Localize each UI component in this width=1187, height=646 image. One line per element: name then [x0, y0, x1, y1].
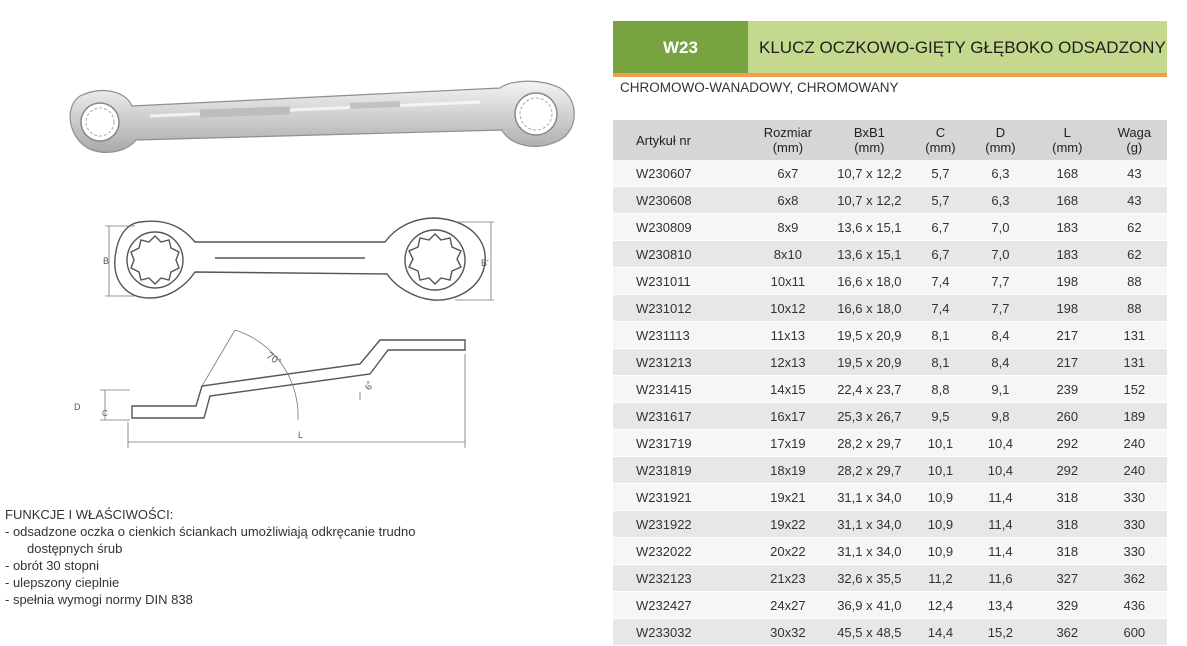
- table-cell: 43: [1102, 160, 1167, 187]
- product-title: KLUCZ OCZKOWO-GIĘTY GŁĘBOKO ODSADZONY: [748, 21, 1167, 74]
- table-cell: 183: [1033, 241, 1102, 268]
- features-title: FUNKCJE I WŁAŚCIWOŚCI:: [5, 507, 174, 522]
- table-cell: 18x19: [750, 457, 826, 484]
- table-cell: 6x7: [750, 160, 826, 187]
- table-row: [613, 160, 1167, 187]
- table-cell: 14,4: [913, 619, 968, 646]
- table-cell: 8,4: [968, 322, 1033, 349]
- table-cell: 10,1: [913, 457, 968, 484]
- table-cell: 19x22: [750, 511, 826, 538]
- table-row: [613, 619, 1167, 646]
- table-cell: 20x22: [750, 538, 826, 565]
- product-code: W23: [613, 21, 748, 74]
- table-cell: 11x13: [750, 322, 826, 349]
- feature-item: - spełnia wymogi normy DIN 838: [5, 591, 525, 608]
- table-cell: 10,4: [968, 430, 1033, 457]
- product-subtitle: CHROMOWO-WANADOWY, CHROMOWANY: [620, 80, 899, 95]
- table-cell: 292: [1033, 457, 1102, 484]
- table-cell: 330: [1102, 511, 1167, 538]
- features-list: [5, 523, 525, 608]
- col-weight: Waga (g): [1102, 120, 1167, 160]
- table-cell: 28,2 x 29,7: [826, 457, 913, 484]
- table-cell: 28,2 x 29,7: [826, 430, 913, 457]
- table-cell: 240: [1102, 430, 1167, 457]
- table-cell: 11,4: [968, 484, 1033, 511]
- table-cell: W230608: [613, 187, 750, 214]
- side-view-drawing: [70, 322, 475, 452]
- table-row: [613, 295, 1167, 322]
- table-cell: 168: [1033, 187, 1102, 214]
- col-d: D (mm): [968, 120, 1033, 160]
- table-cell: 152: [1102, 376, 1167, 403]
- dim-label-d: D: [74, 402, 81, 412]
- table-cell: 6x8: [750, 187, 826, 214]
- table-cell: 6,3: [968, 160, 1033, 187]
- table-header-row: [613, 120, 1167, 160]
- table-cell: 217: [1033, 322, 1102, 349]
- table-cell: 600: [1102, 619, 1167, 646]
- feature-item: - odsadzone oczka o cienkich ściankach umożliwiają odkręcanie trudno dostępnych śrub: [5, 523, 427, 557]
- table-cell: 8,8: [913, 376, 968, 403]
- table-cell: 19,5 x 20,9: [826, 349, 913, 376]
- table-cell: W232123: [613, 565, 750, 592]
- table-cell: W230809: [613, 214, 750, 241]
- table-cell: 362: [1033, 619, 1102, 646]
- table-cell: W232427: [613, 592, 750, 619]
- table-cell: 198: [1033, 268, 1102, 295]
- table-row: [613, 349, 1167, 376]
- table-cell: 329: [1033, 592, 1102, 619]
- table-cell: 6,7: [913, 241, 968, 268]
- features-section: [5, 506, 525, 608]
- table-cell: 7,4: [913, 268, 968, 295]
- feature-item: - ulepszony cieplnie: [5, 574, 525, 591]
- table-cell: 16,6 x 18,0: [826, 295, 913, 322]
- dim-label-c: C: [102, 409, 108, 418]
- table-cell: W231921: [613, 484, 750, 511]
- table-cell: W231113: [613, 322, 750, 349]
- table-cell: 88: [1102, 268, 1167, 295]
- table-cell: 239: [1033, 376, 1102, 403]
- col-size: Rozmiar (mm): [750, 120, 826, 160]
- table-cell: 5,7: [913, 187, 968, 214]
- wrench-photo: [40, 78, 585, 188]
- table-cell: 8,4: [968, 349, 1033, 376]
- header-accent-line: [613, 73, 1167, 77]
- table-cell: 31,1 x 34,0: [826, 484, 913, 511]
- table-cell: W231213: [613, 349, 750, 376]
- table-cell: W230607: [613, 160, 750, 187]
- table-cell: 43: [1102, 187, 1167, 214]
- table-row: [613, 484, 1167, 511]
- table-cell: 62: [1102, 214, 1167, 241]
- table-cell: 131: [1102, 349, 1167, 376]
- table-cell: W231719: [613, 430, 750, 457]
- table-cell: 436: [1102, 592, 1167, 619]
- table-cell: 10,7 x 12,2: [826, 187, 913, 214]
- table-cell: 21x23: [750, 565, 826, 592]
- table-cell: 62: [1102, 241, 1167, 268]
- table-cell: 25,3 x 26,7: [826, 403, 913, 430]
- dim-label-l: L: [298, 430, 304, 440]
- table-row: [613, 592, 1167, 619]
- table-cell: 10,9: [913, 538, 968, 565]
- dim-label-b1: B': [481, 258, 489, 268]
- table-cell: 5,7: [913, 160, 968, 187]
- table-cell: 16,6 x 18,0: [826, 268, 913, 295]
- table-cell: 88: [1102, 295, 1167, 322]
- table-cell: 16x17: [750, 403, 826, 430]
- table-row: [613, 538, 1167, 565]
- table-cell: 36,9 x 41,0: [826, 592, 913, 619]
- table-cell: 10,4: [968, 457, 1033, 484]
- table-cell: 11,4: [968, 538, 1033, 565]
- table-cell: 8,1: [913, 349, 968, 376]
- table-row: [613, 511, 1167, 538]
- table-cell: 11,4: [968, 511, 1033, 538]
- table-cell: 8x10: [750, 241, 826, 268]
- table-cell: 7,7: [968, 295, 1033, 322]
- table-body: [613, 160, 1167, 646]
- table-cell: 24x27: [750, 592, 826, 619]
- table-cell: 9,1: [968, 376, 1033, 403]
- table-cell: 7,0: [968, 241, 1033, 268]
- table-row: [613, 430, 1167, 457]
- table-cell: 13,4: [968, 592, 1033, 619]
- table-cell: W231011: [613, 268, 750, 295]
- table-cell: 198: [1033, 295, 1102, 322]
- table-cell: 6,7: [913, 214, 968, 241]
- table-cell: 131: [1102, 322, 1167, 349]
- table-row: [613, 403, 1167, 430]
- spec-table: [613, 120, 1167, 646]
- table-cell: W231617: [613, 403, 750, 430]
- angle-label-6: 6°: [362, 379, 376, 392]
- table-cell: 22,4 x 23,7: [826, 376, 913, 403]
- table-row: [613, 565, 1167, 592]
- table-cell: 240: [1102, 457, 1167, 484]
- table-cell: 10,1: [913, 430, 968, 457]
- table-cell: 19x21: [750, 484, 826, 511]
- table-cell: 318: [1033, 511, 1102, 538]
- col-article: Artykuł nr: [613, 120, 750, 160]
- table-cell: 7,0: [968, 214, 1033, 241]
- table-cell: 45,5 x 48,5: [826, 619, 913, 646]
- table-row: [613, 187, 1167, 214]
- table-cell: 10,9: [913, 511, 968, 538]
- table-cell: 7,4: [913, 295, 968, 322]
- table-cell: 189: [1102, 403, 1167, 430]
- product-header: [613, 21, 1167, 74]
- table-cell: 362: [1102, 565, 1167, 592]
- table-cell: 13,6 x 15,1: [826, 241, 913, 268]
- table-cell: 10x11: [750, 268, 826, 295]
- table-cell: 14x15: [750, 376, 826, 403]
- table-cell: 318: [1033, 484, 1102, 511]
- table-cell: 330: [1102, 484, 1167, 511]
- table-cell: 6,3: [968, 187, 1033, 214]
- table-cell: 15,2: [968, 619, 1033, 646]
- table-row: [613, 457, 1167, 484]
- table-cell: 30x32: [750, 619, 826, 646]
- table-cell: 183: [1033, 214, 1102, 241]
- table-cell: 12x13: [750, 349, 826, 376]
- table-cell: 19,5 x 20,9: [826, 322, 913, 349]
- table-cell: 260: [1033, 403, 1102, 430]
- table-cell: 32,6 x 35,5: [826, 565, 913, 592]
- angle-label-70: 70°: [264, 350, 283, 369]
- table-row: [613, 322, 1167, 349]
- top-view-drawing: [95, 210, 495, 310]
- table-cell: 217: [1033, 349, 1102, 376]
- table-cell: 168: [1033, 160, 1102, 187]
- table-cell: W231415: [613, 376, 750, 403]
- table-cell: 7,7: [968, 268, 1033, 295]
- dim-label-b: B: [103, 256, 110, 266]
- table-cell: 11,6: [968, 565, 1033, 592]
- table-cell: 10,9: [913, 484, 968, 511]
- table-row: [613, 268, 1167, 295]
- table-cell: W231922: [613, 511, 750, 538]
- table-cell: W232022: [613, 538, 750, 565]
- feature-item: - obrót 30 stopni: [5, 557, 525, 574]
- table-cell: 8,1: [913, 322, 968, 349]
- table-cell: 11,2: [913, 565, 968, 592]
- table-cell: 10,7 x 12,2: [826, 160, 913, 187]
- table-cell: 31,1 x 34,0: [826, 538, 913, 565]
- table-cell: 8x9: [750, 214, 826, 241]
- table-cell: 12,4: [913, 592, 968, 619]
- table-cell: 31,1 x 34,0: [826, 511, 913, 538]
- table-row: [613, 241, 1167, 268]
- table-cell: W231012: [613, 295, 750, 322]
- table-cell: 13,6 x 15,1: [826, 214, 913, 241]
- table-cell: 9,8: [968, 403, 1033, 430]
- table-cell: 10x12: [750, 295, 826, 322]
- table-cell: 9,5: [913, 403, 968, 430]
- table-row: [613, 376, 1167, 403]
- table-cell: 318: [1033, 538, 1102, 565]
- table-row: [613, 214, 1167, 241]
- col-bxb1: BxB1 (mm): [826, 120, 913, 160]
- table-cell: W231819: [613, 457, 750, 484]
- table-cell: 327: [1033, 565, 1102, 592]
- table-cell: 292: [1033, 430, 1102, 457]
- table-cell: 330: [1102, 538, 1167, 565]
- table-cell: 17x19: [750, 430, 826, 457]
- col-c: C (mm): [913, 120, 968, 160]
- table-cell: W230810: [613, 241, 750, 268]
- table-cell: W233032: [613, 619, 750, 646]
- col-l: L (mm): [1033, 120, 1102, 160]
